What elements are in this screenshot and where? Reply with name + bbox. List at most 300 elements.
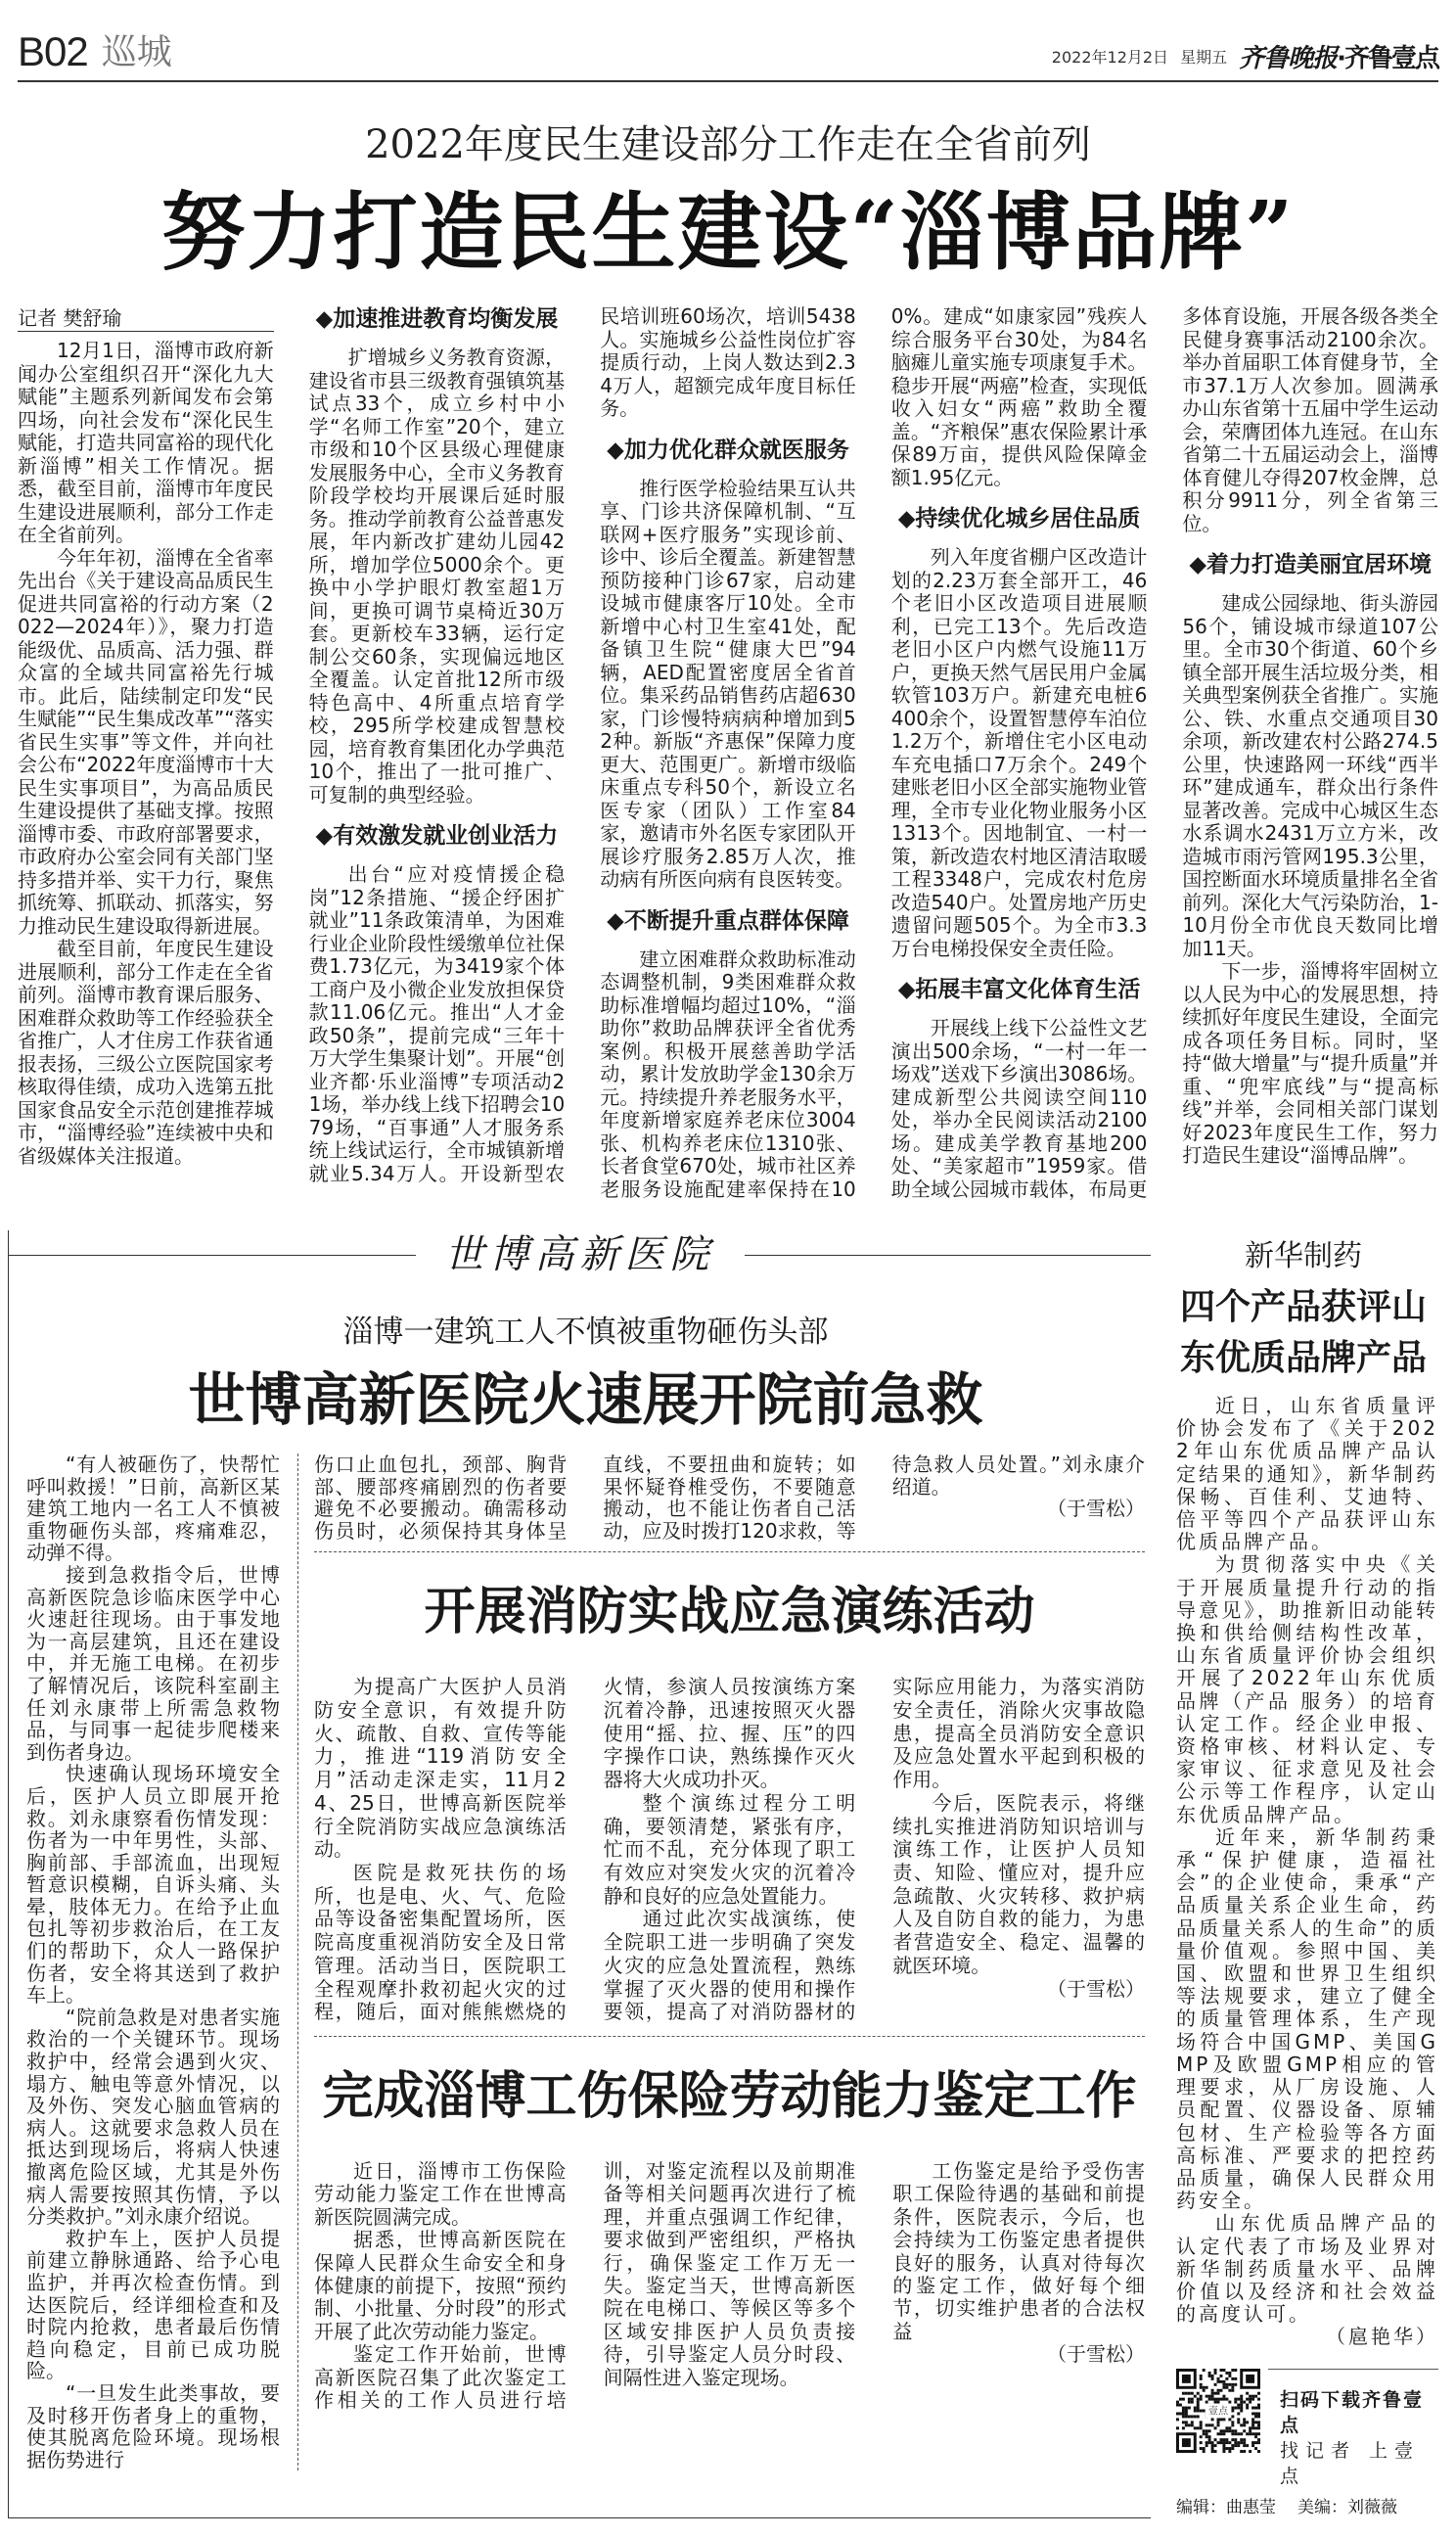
qr-module [1217,2391,1220,2394]
qr-module [1208,2397,1211,2400]
byline: 记者 樊舒瑜 [18,305,274,332]
qr-text [1268,2369,1438,2489]
qr-module [1182,2421,1185,2423]
qr-module [1231,2409,1234,2412]
qr-module [1231,2382,1234,2385]
qr-module [1214,2382,1217,2385]
lead-article-body [18,305,1438,1201]
qr-module [1219,2441,1222,2444]
qr-module [1185,2391,1188,2394]
article2-body [314,1676,1145,2037]
qr-module [1231,2406,1234,2409]
qr-module [1188,2400,1191,2403]
qr-module [1188,2423,1191,2426]
paragraph: 为提高广大医护人员消防安全意识，有效提升防火、疏散、自救、宣传等能力，推进“119消防安全月”活动走深走实，11月24、25日，世博高新医院举行全院消防实战应急演练活动。 [314,1675,567,1862]
qr-module [1222,2382,1225,2385]
qr-module [1243,2423,1246,2426]
newspaper-logo [1239,38,1438,74]
paragraph: 近日，淄博市工伤保险劳动能力鉴定工作在世博高新医院圆满完成。 [314,2158,567,2229]
paragraph: 快速确认现场环境安全后，医护人员立即展开抢救。刘永康察看伤情发现：伤者为一中年男性，头部、胸前部、手部流血，出现短暂意识模糊，自诉头痛、头晕，肢体无力。在给予止血包扎等初步救治后，在工友们的帮助下，众人一路保护伤者，安全将其送到了救护车上。 [26,1762,280,2007]
qr-module [1217,2421,1220,2423]
paragraph: 12月1日，淄博市政府新闻办公室组织召开“深化九大赋能”主题系列新闻发布会第四场，向社会发布“深化民生赋能，打造共同富裕的现代化新淄博”相关工作情况。据悉，截至目前，淄博市年度民生建设进展顺利，部分工作走在全省前列。 [18,339,274,546]
qr-module [1254,2447,1257,2450]
sidebar-body [1168,1395,1438,2349]
qr-module [1214,2400,1217,2403]
qr-module [1222,2438,1225,2441]
qr-module [1254,2421,1257,2423]
paragraph: “院前急救是对患者实施救治的一个关键环节。现场救护中，经常会遇到火灾、塌方、触电等意外情况，以及外伤、突发心脑血管病的病人。这就要求急救人员在抵达到现场后，将病人快速撤离危险区域，尤其是外伤病人需要按照其伤情，予以分类救护。”刘永康介绍说。 [26,2005,280,2229]
qr-module [1200,2421,1203,2423]
qr-module [1243,2441,1246,2444]
qr-module [1243,2444,1246,2447]
section-heading: ◆加力优化群众就医服务 [607,436,849,463]
page-number: B02 [18,28,88,74]
qr-module [1194,2409,1197,2412]
qr-module [1197,2415,1200,2418]
qr-module [1251,2441,1254,2444]
qr-module [1249,2397,1251,2400]
qr-module [1200,2385,1203,2388]
qr-module [1219,2374,1222,2376]
qr-module [1237,2418,1240,2421]
qr-module [1257,2421,1260,2423]
qr-module [1237,2441,1240,2444]
qr-module [1200,2374,1203,2376]
paragraph: 救护车上，医护人员提前建立静脉通路、给予心电监护，并再次检查伤情。到达医院后，经详细检查和及时院内抢救，患者最后伤情趋向稳定，目前已成功脱险。 [26,2226,280,2383]
masthead-info [1052,38,1438,74]
qr-module [1257,2438,1260,2441]
qr-module [1206,2423,1208,2426]
qr-module [1228,2400,1231,2403]
qr-module [1219,2429,1222,2432]
qr-module [1254,2432,1257,2435]
qr-module [1182,2412,1185,2415]
qr-module [1231,2376,1234,2379]
qr-module [1179,2403,1182,2406]
qr-module [1249,2432,1251,2435]
qr-module [1194,2394,1197,2397]
qr-module [1249,2450,1251,2453]
qr-module [1222,2441,1225,2444]
paragraph: 近日，山东省质量评价协会发布了《关于2022年山东优质品牌产品认定结果的通知》，新华制药保畅、百佳利、艾迪特、倍平等四个产品获评山东优质品牌产品。 [1176,1394,1438,1554]
qr-module [1217,2432,1220,2435]
qr-block [1168,2369,1438,2489]
qr-module [1203,2429,1206,2432]
qr-module [1211,2423,1214,2426]
qr-module [1197,2426,1200,2429]
qr-module [1214,2391,1217,2394]
sidebar-title-line: 四个产品获评山 [1179,1286,1427,1327]
qr-module [1246,2406,1249,2409]
qr-module [1194,2406,1197,2409]
qr-module [1228,2374,1231,2376]
qr-module [1203,2388,1206,2391]
qr-module [1203,2369,1206,2372]
qr-module [1208,2423,1211,2426]
qr-module [1222,2450,1225,2453]
qr-module [1211,2450,1214,2453]
qr-module [1237,2406,1240,2409]
qr-module [1200,2382,1203,2385]
qr-finder [1246,2374,1254,2382]
qr-module [1179,2412,1182,2415]
qr-module [1200,2376,1203,2379]
qr-module [1185,2406,1188,2409]
qr-module [1257,2432,1260,2435]
qr-module [1249,2400,1251,2403]
hospital-box-header [9,1230,1151,1279]
article2-title: 开展消防实战应急演练活动 [424,1582,1035,1642]
qr-module [1217,2376,1220,2379]
qr-module [1234,2369,1237,2372]
qr-module [1214,2369,1217,2372]
qr-module [1176,2400,1179,2403]
hospital-right-stack [298,1454,1145,2470]
qr-module [1231,2429,1234,2432]
qr-module [1254,2406,1257,2409]
qr-module [1254,2412,1257,2415]
lower-section [8,1230,1438,2518]
qr-module [1225,2438,1228,2441]
hospital-box [8,1230,1151,2518]
qr-module [1217,2441,1220,2444]
qr-module [1222,2444,1225,2447]
qr-module [1203,2447,1206,2450]
qr-module [1200,2435,1203,2438]
qr-module [1251,2421,1254,2423]
qr-module [1225,2385,1228,2388]
qr-module [1191,2423,1194,2426]
qr-module [1217,2418,1220,2421]
qr-module [1191,2391,1194,2394]
editor-credits [1168,2497,1438,2518]
qr-module [1228,2429,1231,2432]
qr-module [1246,2444,1249,2447]
qr-module [1257,2423,1260,2426]
qr-module [1211,2376,1214,2379]
qr-module [1234,2406,1237,2409]
qr-module [1234,2400,1237,2403]
qr-module [1243,2438,1246,2441]
qr-module [1240,2432,1243,2435]
article1-title: 世博高新医院火速展开院前急救 [188,1366,983,1433]
qr-module [1182,2391,1185,2394]
qr-module [1240,2423,1243,2426]
qr-module [1243,2450,1246,2453]
qr-module [1206,2432,1208,2435]
lead-headline: 努力打造民生建设“淄博品牌” [160,183,1296,282]
qr-module [1234,2376,1237,2379]
qr-module [1225,2429,1228,2432]
qr-module [1225,2441,1228,2444]
qr-module [1176,2412,1179,2415]
paragraph: 整个演练过程分工明确，要领清楚，紧张有序，忙而不乱，充分体现了职工有效应对突发火灾的沉着冷静和良好的应急处置能力。 [603,1790,856,1908]
sidebar-title-line: 东优质品牌产品 [1179,1337,1427,1378]
paragraph: 为贯彻落实中央《关于开展质量提升行动的指导意见》，助推新旧动能转换和供给侧结构性改革，山东省质量评价协会组织开展了2022年山东优质品牌（产品 服务）的培育认定工作。经企业申报、资格审核、材料认定、专家审议、征求意见及社会公示等工作程序，认定山东优质品牌产品。 [1176,1552,1438,1826]
qr-module [1200,2441,1203,2444]
qr-module [1188,2406,1191,2409]
qr-module [1206,2385,1208,2388]
qr-module [1251,2412,1254,2415]
qr-module [1222,2418,1225,2421]
qr-module [1217,2379,1220,2382]
qr-module [1234,2441,1237,2444]
paragraph: 今年年初，淄博在全省率先出台《关于建设高品质民生促进共同富裕的行动方案（2022—2024年）》，聚力打造能级优、品质高、活力强、群众富的全域共同富裕先行城市。此后，陆续制定印发“民生赋能”“民生集成改革”“落实省民生实事”等文件，并向社会公布“2022年度淄博市十大民生实事项目”，为高品质民生建设提供了基础支撑。按照淄博市委、市政府部署要求，市政府办公室会同有关部门坚持多措并举、实干力行，聚焦抓统筹、抓联动、抓落实，努力推动民生建设取得新进展。 [18,545,274,938]
qr-module [1237,2421,1240,2423]
qr-module [1206,2435,1208,2438]
qr-module [1203,2432,1206,2435]
qr-module [1243,2400,1246,2403]
qr-module [1231,2385,1234,2388]
qr-module [1257,2412,1260,2415]
qr-module [1206,2394,1208,2397]
section-heading: ◆持续优化城乡居住品质 [897,505,1141,531]
qr-module [1188,2415,1191,2418]
article1-kicker: 淄博一建筑工人不慎被重物砸伤头部 [342,1315,829,1350]
qr-module [1246,2432,1249,2435]
qr-module [1251,2397,1254,2400]
qr-module [1203,2385,1206,2388]
article1-continued-text: 伤口止血包扎，颈部、胸背部、腰部疼痛剧烈的伤者要避免不必要搬动。确需移动伤员时，必须保持其身体呈直线，不要扭曲和旋转；如果怀疑脊椎受伤，不要随意搬动，也不能让伤者自己活动，应及时拨打120求救，等待急救人员处置。”刘永康介绍道。 [314,1453,1145,1543]
qr-module [1246,2403,1249,2406]
qr-module [1240,2441,1243,2444]
qr-module [1211,2444,1214,2447]
qr-module [1243,2418,1246,2421]
qr-module [1214,2438,1217,2441]
qr-module [1208,2438,1211,2441]
paragraph: 医院是救死扶伤的场所，也是电、火、气、危险品等设备密集配置场所，医院高度重视消防安全及日常管理。活动当日，医院职工全程观摩扑救初起火灾的过程，随后，面对熊熊燃烧的火情，参演人员按演练方案沉着冷静，迅速按照灭火器使用“摇、拉、握、压”的四字操作口诀，熟练操作灭火器将大火成功扑灭。 [314,1675,856,2024]
qr-module [1211,2441,1214,2444]
qr-module [1206,2444,1208,2447]
masthead-left [18,29,172,74]
qr-module [1254,2394,1257,2397]
qr-module [1240,2409,1243,2412]
qr-module [1219,2379,1222,2382]
paragraph: 接到急救指令后，世博高新医院急诊临床医学中心火速赶往现场。由于事发地为一高层建筑，且还在建设中，并无施工电梯。在初步了解情况后，该院科室副主任刘永康带上所需急救物品，与同事一起徒步爬楼来到伤者身边。 [26,1562,280,1764]
qr-module [1225,2376,1228,2379]
section-heading: ◆加速推进教育均衡发展 [315,305,559,332]
issue-weekday: 星期五 [1180,48,1228,67]
qr-module [1234,2382,1237,2385]
paragraph: “有人被砸伤了，快帮忙呼叫救援！”日前，高新区某建筑工地内一名工人不慎被重物砸伤头部，疼痛难忍，动弹不得。 [26,1453,280,1565]
qr-module [1197,2409,1200,2412]
qr-module [1240,2394,1243,2397]
hospital-box-body [26,1454,1145,2470]
article3-title: 完成淄博工伤保险劳动能力鉴定工作 [322,2065,1137,2126]
qr-module [1197,2406,1200,2409]
qr-module [1222,2385,1225,2388]
sidebar-kicker: 新华制药 [1245,1239,1362,1273]
qr-module [1214,2450,1217,2453]
section-heading: ◆有效激发就业创业活力 [315,822,559,849]
qr-module [1231,2388,1234,2391]
hospital-logo: 世博高新医院 [444,1232,715,1277]
sidebar-credit: （扈艳华） [1326,2325,1438,2349]
qr-module [1240,2403,1243,2406]
qr-module [1191,2400,1194,2403]
qr-module [1200,2394,1203,2397]
qr-module [1203,2450,1206,2453]
qr-module [1257,2441,1260,2444]
qr-module [1200,2447,1203,2450]
qr-module [1200,2426,1203,2429]
qr-module [1222,2379,1225,2382]
qr-badge: 壹点 [1207,2406,1229,2418]
paragraph: 建成公园绿地、街头游园56个，铺设城市绿道107公里。全市30个街道、60个乡镇全部开展生活垃圾分类，相关典型案例获全省推广。实施公、铁、水重点交通项目30余项，新改建农村公路274.5公里，快速路网一环线“西半环”建成通车，群众出行条件显著改善。完成中心城区生态水系调水2431万立方米，改造城市雨污管网195.3公里，国控断面水环境质量排名全省前列。深化大气污染防治，1-10月份全市优良天数同比增加11天。 [1182,591,1438,960]
qr-module [1211,2391,1214,2394]
qr-module [1225,2382,1228,2385]
qr-module [1231,2444,1234,2447]
qr-module [1231,2421,1234,2423]
qr-module [1219,2397,1222,2400]
qr-module [1214,2426,1217,2429]
qr-module [1214,2444,1217,2447]
article2-credit: （于雪松） [1046,1976,1145,2001]
qr-module [1206,2429,1208,2432]
qr-module [1240,2400,1243,2403]
qr-module [1214,2371,1217,2374]
qr-module [1197,2400,1200,2403]
logo-sep: · [1337,44,1344,73]
qr-module [1219,2438,1222,2441]
qr-module [1249,2426,1251,2429]
qr-module [1208,2394,1211,2397]
qr-module [1254,2426,1257,2429]
qr-module [1211,2394,1214,2397]
qr-code[interactable] [1176,2369,1260,2453]
sidebar-title [1168,1281,1438,1383]
qr-module [1219,2418,1222,2421]
qr-module [1251,2423,1254,2426]
qr-module [1249,2429,1251,2432]
qr-module [1182,2426,1185,2429]
logo-paper: 齐鲁晚报 [1239,44,1338,73]
qr-module [1217,2397,1220,2400]
qr-module [1200,2397,1203,2400]
qr-module [1254,2415,1257,2418]
qr-module [1240,2406,1243,2409]
qr-module [1197,2391,1200,2394]
paragraph: 下一步，淄博将牢固树立以人民为中心的发展思想，持续抓好年度民生建设，全面完成各项任务目标。同时，坚持“做大增量”与“提升质量”并重、“兜牢底线”与“提高标线”并举，会同相关部门谋划好2023年度民生工作，努力打造民生建设“淄博品牌”。 [1182,959,1438,1167]
qr-module [1228,2426,1231,2429]
qr-module [1182,2406,1185,2409]
qr-module [1231,2423,1234,2426]
qr-module [1208,2435,1211,2438]
qr-module [1222,2429,1225,2432]
designer: 美编：刘薇薇 [1297,2497,1397,2517]
qr-module [1197,2397,1200,2400]
editor: 编辑：曲惠莹 [1176,2497,1276,2517]
qr-module [1211,2418,1214,2421]
paragraph: 开展线上线下公益性文艺演出500余场，“一村一年一场戏”送戏下乡演出3086场。建成新型公共阅读空间110处，举办全民阅读活动2100场。建成美学教育基地200处、“美家超市”1959家。借助全域公园城市载体，布局更多体育设施，开展各级各类全民健身赛事活动2100余次。举办首届职工体育健身节，全市37.1万人次参加。圆满承办山东省第十五届中学生运动会，荣膺团体九连冠。在山东省第二十五届运动会上，淄博体育健儿夺得207枚金牌，总积分9911分，列全省第三位。 [890,304,1438,1201]
qr-module [1246,2391,1249,2394]
qr-module [1197,2403,1200,2406]
qr-module [1249,2394,1251,2397]
qr-module [1176,2418,1179,2421]
paragraph: 出台“应对疫情援企稳岗”12条措施、“援企纾困扩就业”11条政策清单，为困难行业企业阶段性缓缴单位社保费1.73亿元，为3419家个体工商户及小微企业发放担保贷款11.06亿元。推出“人才金政50条”，提前完成“三年十万大学生集聚计划”。开展“创业齐都·乐业淄博”专项活动21场，举办线上线下招聘会1079场，“百事通”人才服务系统上线试运行，全市城镇新增就业5.34万人。开设新型农民培训班60场次，培训5438人。实施城乡公益性岗位扩容提质行动，上岗人数达到2.34万人，超额完成年度目标任务。 [308,304,856,1185]
lead-kicker: 2022年度民生建设部分工作走在全省前列 [365,122,1091,167]
article1-continued [314,1454,1145,1552]
qr-module [1200,2423,1203,2426]
qr-module [1246,2421,1249,2423]
qr-module [1191,2421,1194,2423]
qr-module [1251,2394,1254,2397]
paragraph: 近年来，新华制药秉承“保护健康，造福社会”的企业使命，秉承“产品质量关系企业生命，药品质量关系人的生命”的质量价值观。参照中国、美国、欧盟和世界卫生组织等法规要求，建立了健全的质量管理体系，生产现场符合中国GMP、美国GMP及欧盟GMP相应的管理要求，从厂房设施、人员配置、仪器设备、原辅包材、生产检验等各方面高标准、严要求的把控药品质量，确保人民群众用药安全。 [1176,1824,1438,2213]
qr-module [1219,2388,1222,2391]
qr-module [1225,2371,1228,2374]
paragraph: 截至目前，年度民生建设进展顺利，部分工作走在全省前列。淄博市教育课后服务、困难群众救助等工作经验获全省推广，人才住房工作获省通报表扬，三级公立医院国家考核取得佳绩，成功入选第五批国家食品安全示范创建推荐城市，“淄博经验”连续被中央和省级媒体关注报道。 [18,937,274,1168]
qr-module [1231,2432,1234,2435]
qr-module [1234,2429,1237,2432]
qr-module [1185,2415,1188,2418]
qr-module [1240,2450,1243,2453]
qr-finder [1182,2374,1191,2382]
qr-module [1237,2397,1240,2400]
qr-module [1257,2450,1260,2453]
section-heading: ◆着力打造美丽宜居环境 [1189,551,1433,577]
qr-module [1185,2412,1188,2415]
qr-module [1231,2415,1234,2418]
qr-module [1237,2432,1240,2435]
qr-module [1208,2374,1211,2376]
qr-module [1251,2418,1254,2421]
qr-module [1188,2391,1191,2394]
article1-body [26,1454,298,2470]
qr-module [1228,2447,1231,2450]
qr-module [1231,2447,1234,2450]
paragraph: 山东优质品牌产品的认定代表了市场及业界对新华制药质量水平、品牌价值以及经济和社会效益的高度认可。 [1176,2211,1438,2327]
logo-app: 齐鲁壹点 [1343,44,1438,73]
qr-module [1243,2421,1246,2423]
article3-credit: （于雪松） [1046,2342,1145,2367]
qr-module [1254,2441,1257,2444]
qr-module [1182,2397,1185,2400]
qr-module [1231,2369,1234,2372]
paragraph: 鉴定工作开始前，世博高新医院召集了此次鉴定工作相关的工作人员进行培训，对鉴定流程以及前期准备等相关问题再次进行了梳理，并重点强调工作纪律，要求做到严密组织，严格执行，确保鉴定工作万无一失。鉴定当天，世博高新医院在电梯口、等候区等多个区域安排医护人员负责接待，引导鉴定人员分时段、间隔性进入鉴定现场。 [314,2158,856,2412]
section-heading: ◆不断提升重点群体保障 [607,906,849,934]
qr-module [1217,2423,1220,2426]
qr-module [1185,2409,1188,2412]
paragraph: 通过此次实战演练，使全院职工进一步明确了突发火灾的应急处置流程，熟练掌握了灭火器的使用和操作要领，提高了对消防器材的实际应用能力，为落实消防安全责任，消除火灾事故隐患，提高全员消防安全意识及应急处置水平起到积极的作用。 [603,1675,1145,2024]
qr-module [1251,2432,1254,2435]
qr-module [1206,2441,1208,2444]
qr-module [1257,2415,1260,2418]
qr-module [1191,2397,1194,2400]
qr-module [1211,2374,1214,2376]
qr-finder [1182,2438,1191,2447]
qr-module [1222,2447,1225,2450]
qr-module [1234,2397,1237,2400]
qr-module [1257,2403,1260,2406]
qr-module [1251,2426,1254,2429]
qr-module [1257,2391,1260,2394]
qr-module [1219,2369,1222,2372]
qr-module [1222,2369,1225,2372]
qr-module [1203,2409,1206,2412]
qr-module [1208,2441,1211,2444]
qr-module [1228,2371,1231,2374]
sidebar [1168,1230,1438,2518]
qr-module [1251,2444,1254,2447]
qr-module [1240,2397,1243,2400]
qr-module [1208,2371,1211,2374]
qr-module [1185,2423,1188,2426]
qr-module [1211,2397,1214,2400]
paragraph: 工伤鉴定是给予受伤害职工保险待遇的基础和前提条件，医院表示，今后，也会持续为工伤鉴定患者提供良好的服务，认真对待每次的鉴定工作，做好每个细节，切实维护患者的合法权益 [892,2158,1145,2343]
qr-module [1206,2400,1208,2403]
box-border-top [9,1255,416,1256]
qr-module [1179,2397,1182,2400]
